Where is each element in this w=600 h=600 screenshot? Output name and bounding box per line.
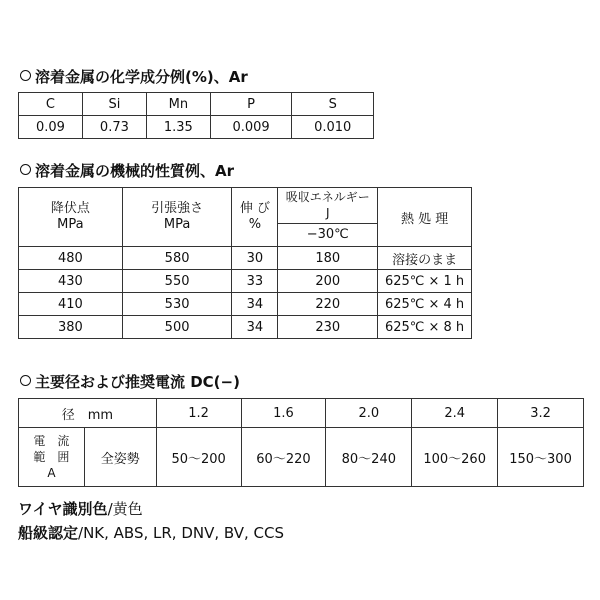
table-cell: 80〜240: [326, 428, 412, 487]
header-unit: %: [248, 217, 262, 232]
table-cell: 220: [278, 293, 378, 316]
table-cell: 0.010: [292, 116, 374, 139]
table-cell: 230: [278, 316, 378, 339]
header-label: 伸 び: [239, 201, 270, 216]
table-row: [19, 428, 584, 487]
table-row: [19, 116, 374, 139]
table-cell: 34: [232, 293, 278, 316]
header-cell-tensile: [122, 188, 232, 247]
table-cell: 200: [278, 270, 378, 293]
table-header-row: [19, 93, 374, 116]
chemical-composition-table: [18, 92, 374, 139]
table-cell: 480: [19, 247, 123, 270]
header-unit: MPa: [57, 217, 84, 232]
current-label-line: 電 流: [33, 434, 70, 448]
wire-color-line: [18, 498, 143, 519]
circle-bullet-icon: [20, 70, 31, 81]
section3-title: 主要径および推奨電流 DC(−): [35, 373, 240, 391]
table-cell: 0.009: [210, 116, 292, 139]
header-label: 熱 処 理: [400, 211, 449, 227]
current-label-line: 範 囲: [33, 450, 70, 464]
header-cell: C: [19, 93, 83, 116]
table-cell: 60〜220: [241, 428, 326, 487]
header-cell: Mn: [146, 93, 210, 116]
header-label: 吸収エネルギー: [285, 190, 370, 205]
header-cell: 2.0: [326, 399, 412, 428]
classification-value: /NK, ABS, LR, DNV, BV, CCS: [78, 524, 284, 542]
classification-label: 船級認定: [18, 524, 79, 542]
table-cell: 34: [232, 316, 278, 339]
table-cell: 1.35: [146, 116, 210, 139]
table-cell: 580: [122, 247, 232, 270]
table-cell: 380: [19, 316, 123, 339]
table-cell: 溶接のまま: [378, 247, 472, 270]
header-cell: 1.2: [156, 399, 241, 428]
table-cell: 530: [122, 293, 232, 316]
header-cell: 2.4: [412, 399, 498, 428]
table-cell: 0.09: [19, 116, 83, 139]
header-unit: MPa: [163, 217, 191, 232]
position-cell: 全姿勢: [84, 428, 156, 487]
table-row: [19, 247, 472, 270]
section1-title: 溶着金属の化学成分例(%)、Ar: [35, 68, 248, 86]
table-row: [19, 316, 472, 339]
header-cell-absorbed-energy: [278, 188, 378, 224]
section1-heading: [20, 66, 248, 87]
table-cell: 500: [122, 316, 232, 339]
circle-bullet-icon: [20, 375, 31, 386]
table-cell: 625℃ × 8 h: [378, 316, 472, 339]
table-cell: 0.73: [82, 116, 146, 139]
table-cell: 33: [232, 270, 278, 293]
table-row: [19, 293, 472, 316]
diameter-current-table: [18, 398, 584, 487]
header-cell: Si: [82, 93, 146, 116]
table-header-row: [19, 188, 472, 224]
section3-heading: [20, 371, 240, 392]
table-cell: 625℃ × 4 h: [378, 293, 472, 316]
table-header-row: [19, 399, 584, 428]
header-label: 引張強さ: [151, 201, 204, 216]
table-cell: 30: [232, 247, 278, 270]
table-cell: 180: [278, 247, 378, 270]
header-cell-temperature: −30℃: [278, 223, 378, 246]
table-cell: 550: [122, 270, 232, 293]
table-cell: 100〜260: [412, 428, 498, 487]
table-cell: 410: [19, 293, 123, 316]
section2-heading: [20, 160, 234, 181]
section2-title: 溶着金属の機械的性質例、Ar: [35, 162, 235, 180]
table-cell: 625℃ × 1 h: [378, 270, 472, 293]
wire-color-value: /黄色: [107, 500, 143, 518]
header-cell: 1.6: [241, 399, 326, 428]
table-cell: 150〜300: [498, 428, 584, 487]
current-range-label-cell: [19, 428, 85, 487]
header-cell: 3.2: [498, 399, 584, 428]
header-cell-heat-treatment: [378, 188, 472, 247]
header-cell-elongation: [232, 188, 278, 247]
header-unit: J: [325, 206, 330, 221]
current-label-line: A: [47, 466, 56, 480]
header-cell-yield: [19, 188, 123, 247]
table-cell: 50〜200: [156, 428, 241, 487]
header-cell: S: [292, 93, 374, 116]
diameter-label-cell: 径 mm: [19, 399, 157, 428]
classification-line: [18, 522, 284, 543]
wire-color-label: ワイヤ識別色: [18, 500, 108, 518]
circle-bullet-icon: [20, 164, 31, 175]
table-row: [19, 270, 472, 293]
table-cell: 430: [19, 270, 123, 293]
header-label: 降伏点: [50, 201, 90, 216]
mechanical-properties-table: [18, 187, 472, 339]
header-cell: P: [210, 93, 292, 116]
